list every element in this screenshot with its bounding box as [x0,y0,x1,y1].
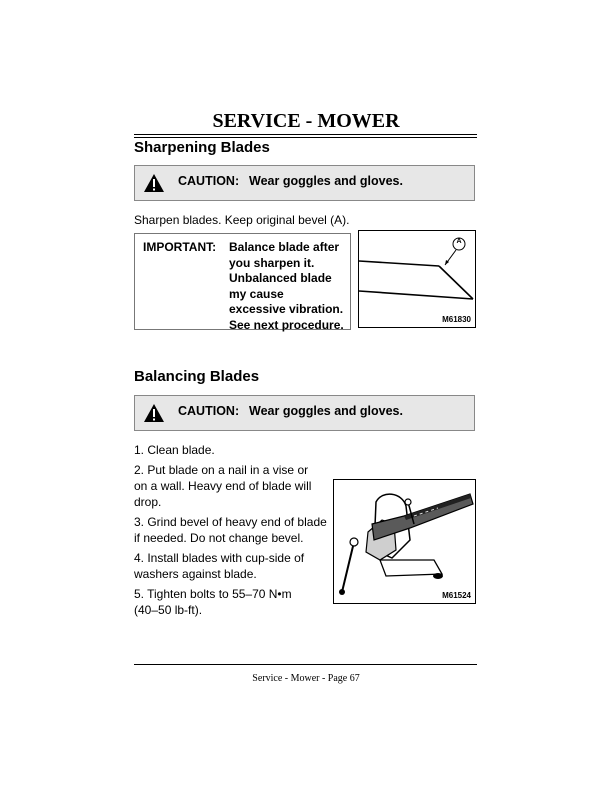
step-line: if needed. Do not change bevel. [134,531,304,545]
blade-bevel-illustration [359,231,475,327]
important-line: Unbalanced blade [229,271,332,285]
caution-text: Wear goggles and gloves. [249,174,403,188]
important-box [134,233,351,330]
vise-blade-illustration [334,480,475,603]
step-item [134,442,334,458]
step-item [134,586,334,618]
step-line: 1. Clean blade. [134,443,215,457]
figure-code: M61830 [442,315,471,324]
callout-a: A [456,238,462,245]
important-label: IMPORTANT: [143,240,217,254]
caution-label: CAUTION: [178,174,240,188]
vise-figure [333,479,476,604]
step-item [134,550,334,582]
balancing-caution-box [134,395,475,431]
page-title: SERVICE - MOWER [212,110,400,132]
title-rule-top [134,134,477,135]
sharpening-heading: Sharpening Blades [134,139,270,156]
important-line: my cause [229,286,284,301]
step-line: 2. Put blade on a nail in a vise or [134,463,309,477]
caution-label: CAUTION: [178,404,240,418]
important-line: See next procedure. [229,317,344,332]
step-line: 5. Tighten bolts to 55–70 N•m [134,587,292,601]
important-text [229,240,349,333]
step-line: drop. [134,495,162,509]
step-line: washers against blade. [134,567,257,581]
warning-icon [143,173,165,193]
warning-icon [143,403,165,423]
step-line: on a wall. Heavy end of blade will [134,479,312,493]
step-line: (40–50 lb-ft). [134,603,203,617]
balancing-heading: Balancing Blades [134,368,260,385]
page-footer: Service - Mower - Page 67 [252,673,360,684]
important-line: you sharpen it. [229,255,315,270]
step-line: 4. Install blades with cup-side of [134,551,305,565]
sharpening-caution-box [134,165,475,201]
caution-text: Wear goggles and gloves. [249,404,403,418]
step-line: 3. Grind bevel of heavy end of blade [134,515,327,529]
title-rule-bottom [134,137,477,138]
step-item [134,462,334,510]
balancing-steps [134,442,334,618]
important-line: Balance blade after [229,240,340,254]
footer-rule [134,664,477,665]
important-line: excessive vibration. [229,302,344,316]
step-item [134,514,334,546]
figure-code: M61524 [442,591,471,600]
blade-bevel-figure [358,230,476,328]
sharpening-instruction: Sharpen blades. Keep original bevel (A). [134,213,350,227]
